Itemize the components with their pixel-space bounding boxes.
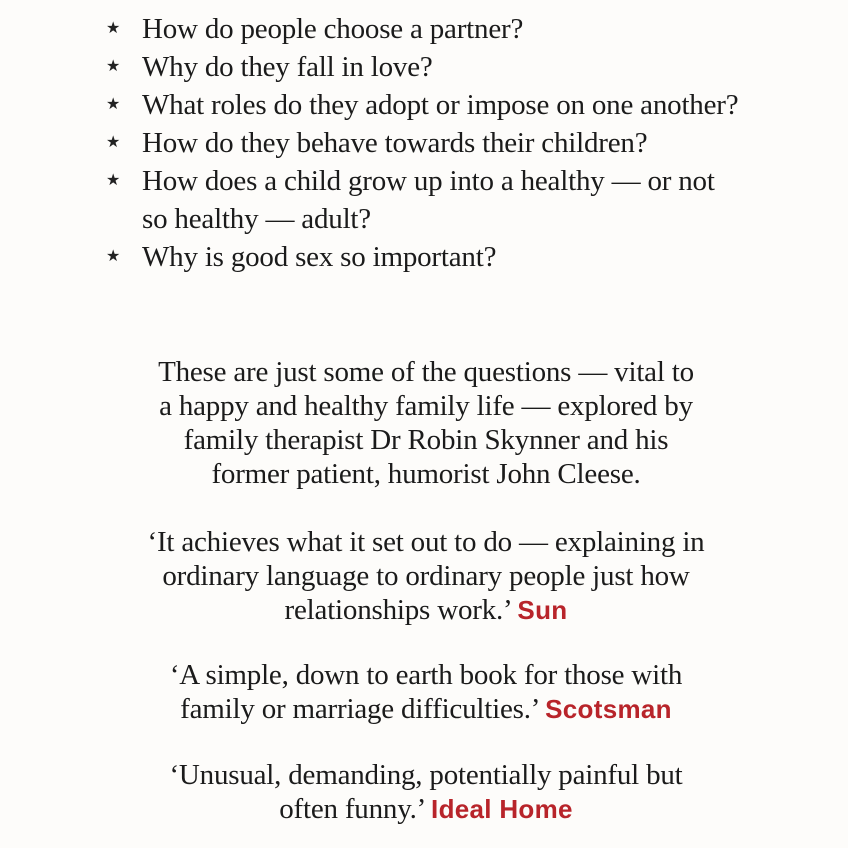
question-text: How do they behave towards their children? — [142, 127, 648, 159]
question-text: How does a child grow up into a healthy — or not so healthy — adult? — [142, 165, 715, 235]
star-bullet-icon: ★ — [106, 58, 121, 75]
question-text: Why is good sex so important? — [142, 241, 497, 273]
star-bullet-icon: ★ — [106, 20, 121, 37]
star-bullet-icon: ★ — [106, 96, 121, 113]
quote-line-final — [96, 593, 756, 627]
review-quote-ideal-home — [96, 758, 756, 826]
question-text: How do people choose a partner? — [142, 13, 524, 45]
quote-line: ordinary language to ordinary people just how — [162, 560, 690, 592]
intro-line: These are just some of the questions — vital to — [158, 356, 694, 388]
review-quote-scotsman — [96, 658, 756, 726]
star-bullet-icon: ★ — [106, 134, 121, 151]
quote-line: ‘A simple, down to earth book for those with — [169, 659, 683, 691]
quote-text: relationships work.’ — [284, 594, 511, 626]
quote-line: ‘Unusual, demanding, potentially painful but — [169, 759, 683, 791]
quote-line: ‘It achieves what it set out to do — explaining in — [147, 526, 705, 558]
question-text: What roles do they adopt or impose on one another? — [142, 89, 739, 121]
list-item — [104, 10, 744, 48]
star-bullet-icon: ★ — [106, 172, 121, 189]
quote-line-final — [96, 792, 756, 826]
quote-source: Ideal Home — [431, 794, 573, 824]
intro-line: a happy and healthy family life — explored by — [159, 390, 693, 422]
list-item — [104, 238, 744, 276]
quote-text: often funny.’ — [279, 793, 424, 825]
intro-line: family therapist Dr Robin Skynner and his — [183, 424, 669, 456]
list-item — [104, 48, 744, 86]
list-item — [104, 162, 744, 238]
quote-source: Sun — [517, 595, 568, 625]
star-bullet-icon: ★ — [106, 248, 121, 265]
intro-line: former patient, humorist John Cleese. — [211, 458, 641, 490]
quote-source: Scotsman — [545, 694, 672, 724]
intro-paragraph — [96, 355, 756, 491]
review-quote-sun — [96, 525, 756, 627]
quote-text: family or marriage difficulties.’ — [180, 693, 539, 725]
question-list — [104, 10, 744, 276]
list-item — [104, 86, 744, 124]
list-item — [104, 124, 744, 162]
question-text: Why do they fall in love? — [142, 51, 433, 83]
quote-line-final — [96, 692, 756, 726]
